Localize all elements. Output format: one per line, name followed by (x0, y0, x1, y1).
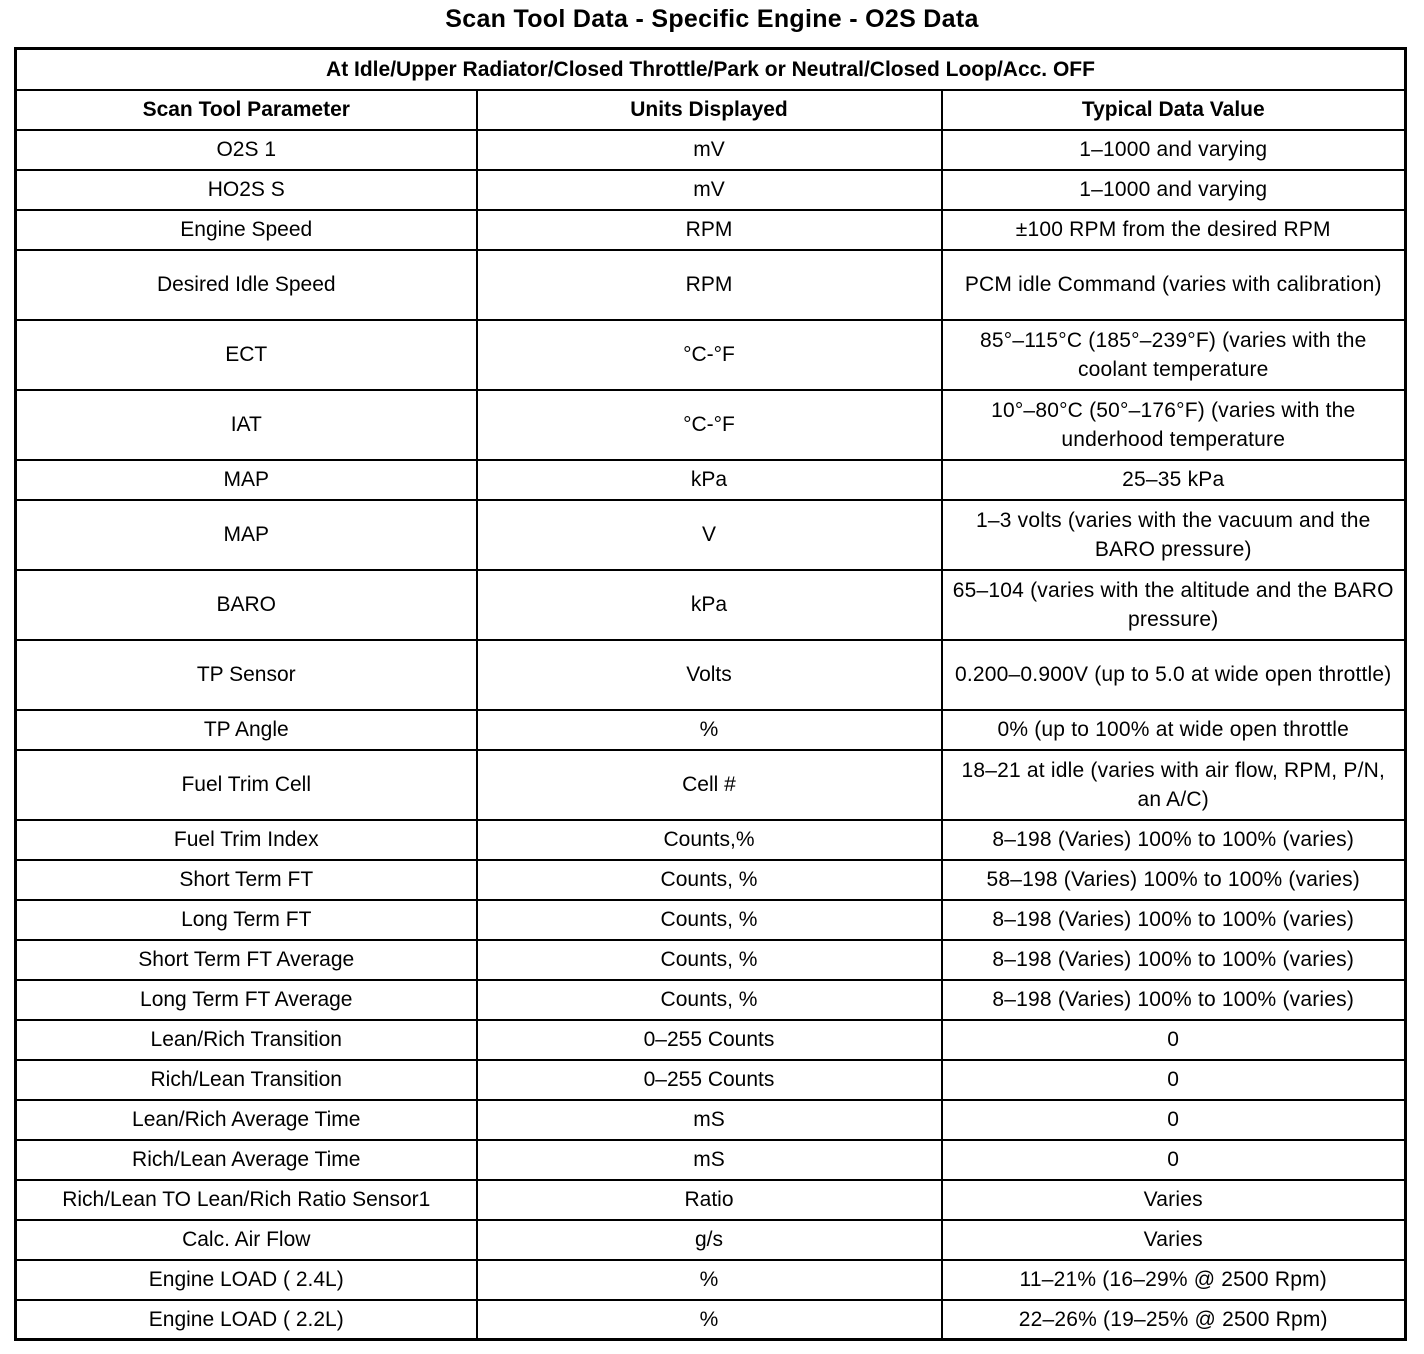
table-row (16, 820, 1406, 860)
column-header-row (16, 90, 1406, 130)
value-cell: 11–21% (16–29% @ 2500 Rpm) (942, 1260, 1406, 1300)
parameter-cell: TP Sensor (16, 640, 477, 710)
value-cell: 10°–80°C (50°–176°F) (varies with the underhood temperature (942, 390, 1406, 460)
parameter-cell: Long Term FT Average (16, 980, 477, 1020)
value-cell: 18–21 at idle (varies with air flow, RPM, P/N, an A/C) (942, 750, 1406, 820)
parameter-cell: MAP (16, 500, 477, 570)
units-cell: g/s (477, 1220, 942, 1260)
value-cell: 0 (942, 1100, 1406, 1140)
value-cell: 8–198 (Varies) 100% to 100% (varies) (942, 940, 1406, 980)
units-cell: RPM (477, 250, 942, 320)
conditions-header: At Idle/Upper Radiator/Closed Throttle/Park or Neutral/Closed Loop/Acc. OFF (16, 49, 1406, 90)
units-cell: Volts (477, 640, 942, 710)
units-cell: °C-°F (477, 390, 942, 460)
value-cell: 85°–115°C (185°–239°F) (varies with the coolant temperature (942, 320, 1406, 390)
parameter-cell: Rich/Lean Average Time (16, 1140, 477, 1180)
table-row (16, 320, 1406, 390)
table-row (16, 900, 1406, 940)
value-cell: Varies (942, 1220, 1406, 1260)
column-header-units: Units Displayed (477, 90, 942, 130)
units-cell: kPa (477, 570, 942, 640)
units-cell: 0–255 Counts (477, 1020, 942, 1060)
parameter-cell: Fuel Trim Cell (16, 750, 477, 820)
units-cell: mV (477, 130, 942, 170)
parameter-cell: Short Term FT Average (16, 940, 477, 980)
table-row (16, 500, 1406, 570)
table-row (16, 460, 1406, 500)
value-cell: 1–1000 and varying (942, 130, 1406, 170)
units-cell: 0–255 Counts (477, 1060, 942, 1100)
table-row (16, 1100, 1406, 1140)
units-cell: Counts, % (477, 860, 942, 900)
units-cell: V (477, 500, 942, 570)
value-cell: 58–198 (Varies) 100% to 100% (varies) (942, 860, 1406, 900)
table-row (16, 1060, 1406, 1100)
value-cell: 0 (942, 1020, 1406, 1060)
units-cell: RPM (477, 210, 942, 250)
conditions-row (16, 49, 1406, 90)
value-cell: 0 (942, 1140, 1406, 1180)
value-cell: 8–198 (Varies) 100% to 100% (varies) (942, 820, 1406, 860)
value-cell: 8–198 (Varies) 100% to 100% (varies) (942, 900, 1406, 940)
value-cell: Varies (942, 1180, 1406, 1220)
value-cell: 25–35 kPa (942, 460, 1406, 500)
units-cell: °C-°F (477, 320, 942, 390)
value-cell: 0 (942, 1060, 1406, 1100)
table-row (16, 980, 1406, 1020)
units-cell: Counts, % (477, 900, 942, 940)
parameter-cell: IAT (16, 390, 477, 460)
table-row (16, 1140, 1406, 1180)
table-row (16, 390, 1406, 460)
parameter-cell: Short Term FT (16, 860, 477, 900)
parameter-cell: Lean/Rich Average Time (16, 1100, 477, 1140)
value-cell: 0% (up to 100% at wide open throttle (942, 710, 1406, 750)
parameter-cell: Calc. Air Flow (16, 1220, 477, 1260)
parameter-cell: MAP (16, 460, 477, 500)
value-cell: 1–1000 and varying (942, 170, 1406, 210)
units-cell: Counts, % (477, 940, 942, 980)
page-title: Scan Tool Data - Specific Engine - O2S Data (445, 5, 979, 33)
value-cell: 65–104 (varies with the altitude and the BARO pressure) (942, 570, 1406, 640)
table-row (16, 1020, 1406, 1060)
value-cell: 1–3 volts (varies with the vacuum and the BARO pressure) (942, 500, 1406, 570)
parameter-cell: Fuel Trim Index (16, 820, 477, 860)
units-cell: Counts, % (477, 980, 942, 1020)
units-cell: Cell # (477, 750, 942, 820)
units-cell: % (477, 710, 942, 750)
table-row (16, 1220, 1406, 1260)
table-row (16, 860, 1406, 900)
parameter-cell: Desired Idle Speed (16, 250, 477, 320)
units-cell: mS (477, 1100, 942, 1140)
units-cell: kPa (477, 460, 942, 500)
table-row (16, 570, 1406, 640)
table-row (16, 210, 1406, 250)
units-cell: Counts,% (477, 820, 942, 860)
units-cell: Ratio (477, 1180, 942, 1220)
table-row (16, 750, 1406, 820)
parameter-cell: ECT (16, 320, 477, 390)
value-cell: 0.200–0.900V (up to 5.0 at wide open throttle) (942, 640, 1406, 710)
column-header-value: Typical Data Value (942, 90, 1406, 130)
parameter-cell: Engine LOAD ( 2.2L) (16, 1300, 477, 1340)
units-cell: % (477, 1300, 942, 1340)
table-row (16, 1260, 1406, 1300)
parameter-cell: BARO (16, 570, 477, 640)
table-row (16, 710, 1406, 750)
column-header-parameter: Scan Tool Parameter (16, 90, 477, 130)
parameter-cell: Rich/Lean Transition (16, 1060, 477, 1100)
parameter-cell: Long Term FT (16, 900, 477, 940)
table-row (16, 250, 1406, 320)
parameter-cell: Rich/Lean TO Lean/Rich Ratio Sensor1 (16, 1180, 477, 1220)
parameter-cell: HO2S S (16, 170, 477, 210)
units-cell: mV (477, 170, 942, 210)
units-cell: mS (477, 1140, 942, 1180)
parameter-cell: O2S 1 (16, 130, 477, 170)
value-cell: PCM idle Command (varies with calibration) (942, 250, 1406, 320)
table-body (16, 130, 1406, 1340)
scan-tool-data-table (14, 47, 1407, 1341)
value-cell: 8–198 (Varies) 100% to 100% (varies) (942, 980, 1406, 1020)
table-row (16, 130, 1406, 170)
table-row (16, 1180, 1406, 1220)
table-row (16, 940, 1406, 980)
table-row (16, 640, 1406, 710)
value-cell: ±100 RPM from the desired RPM (942, 210, 1406, 250)
parameter-cell: Engine Speed (16, 210, 477, 250)
table-row (16, 1300, 1406, 1340)
table-row (16, 170, 1406, 210)
parameter-cell: Engine LOAD ( 2.4L) (16, 1260, 477, 1300)
parameter-cell: TP Angle (16, 710, 477, 750)
parameter-cell: Lean/Rich Transition (16, 1020, 477, 1060)
units-cell: % (477, 1260, 942, 1300)
value-cell: 22–26% (19–25% @ 2500 Rpm) (942, 1300, 1406, 1340)
